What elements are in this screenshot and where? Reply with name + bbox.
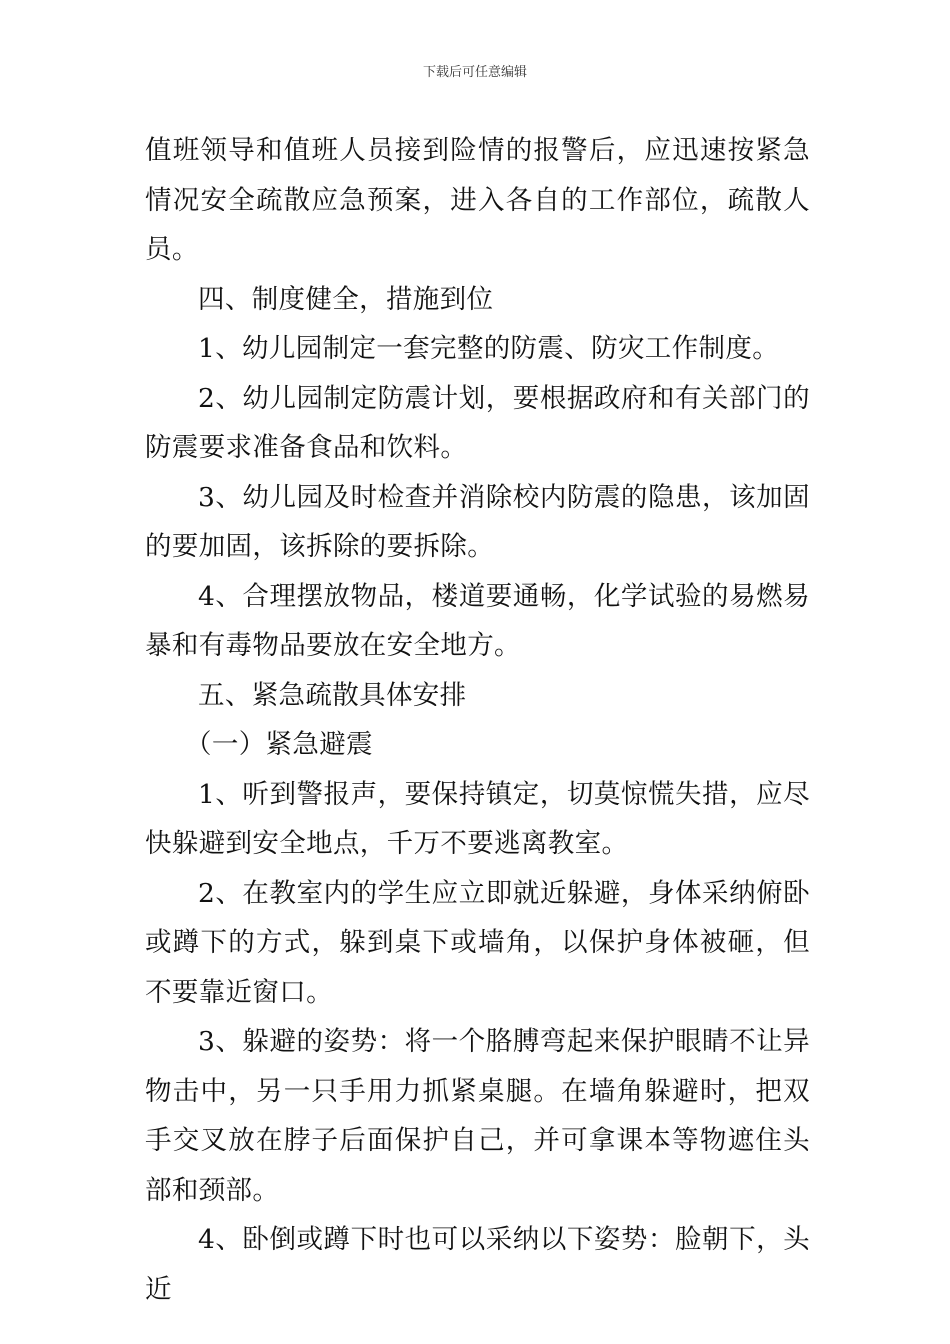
document-body xyxy=(145,126,810,1314)
section-heading-five: 五、紧急疏散具体安排 xyxy=(198,679,467,711)
page-header-note: 下载后可任意编辑 xyxy=(422,65,527,80)
paragraph-emergency-item-2: 2、在教室内的学生应立即就近躲避，身体采纳俯卧或蹲下的方式，躲到桌下或墙角，以保护身体被砸，但不要靠近窗口。 xyxy=(145,877,810,1008)
paragraph-emergency-item-3: 3、躲避的姿势：将一个胳膊弯起来保护眼睛不让异物击中，另一只手用力抓紧桌腿。在墙角躲避时，把双手交叉放在脖子后面保护自己，并可拿课本等物遮住头部和颈部。 xyxy=(145,1026,810,1206)
section-heading-four: 四、制度健全，措施到位 xyxy=(198,283,494,315)
paragraph-emergency-item-1: 1、听到警报声，要保持镇定，切莫惊慌失措，应尽快躲避到安全地点，千万不要逃离教室。 xyxy=(145,778,810,859)
paragraph-emergency-item-4: 4、卧倒或蹲下时也可以采纳以下姿势：脸朝下，头近 xyxy=(145,1224,810,1305)
paragraph-item-3: 3、幼儿园及时检查并消除校内防震的隐患，该加固的要加固，该拆除的要拆除。 xyxy=(145,481,810,562)
paragraph-item-4: 4、合理摆放物品，楼道要通畅，化学试验的易燃易暴和有毒物品要放在安全地方。 xyxy=(145,580,810,661)
paragraph-item-1: 1、幼儿园制定一套完整的防震、防灾工作制度。 xyxy=(198,333,780,364)
paragraph-item-2: 2、幼儿园制定防震计划，要根据政府和有关部门的防震要求准备食品和饮料。 xyxy=(145,382,810,463)
subsection-heading-emergency: （一）紧急避震 xyxy=(185,729,373,760)
paragraph-continuation: 值班领导和值班人员接到险情的报警后，应迅速按紧急情况安全疏散应急预案，进入各自的工作部位，疏散人员。 xyxy=(145,135,810,265)
